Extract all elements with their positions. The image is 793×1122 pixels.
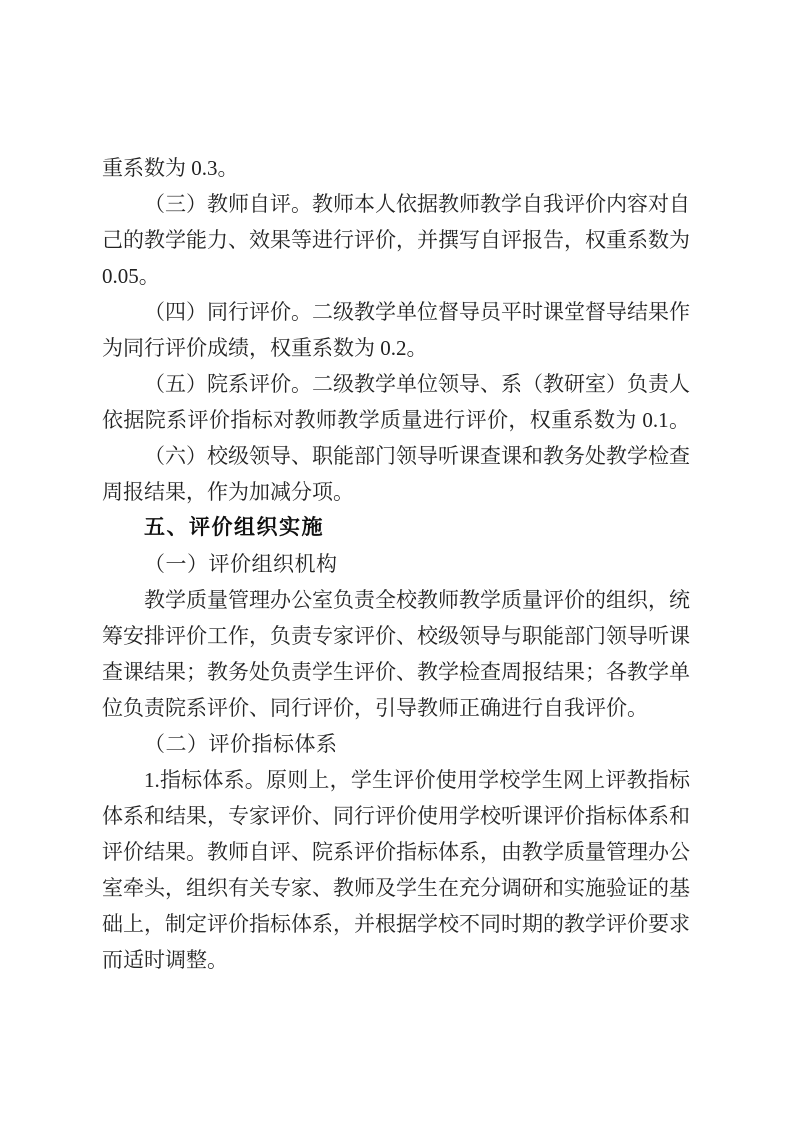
text-run: 筹安排评价工作，负责专家评价、校级领导与职能部门领导听课 bbox=[102, 624, 690, 648]
text-run: 。二级教学单位领导、系（教研室）负责人 bbox=[291, 372, 690, 396]
text-run: 为同行评价成绩，权重系数为 0.2。 bbox=[102, 336, 428, 360]
para-continuation-weight bbox=[102, 150, 690, 186]
para-subheading-1-organization bbox=[102, 546, 690, 582]
body-text-line bbox=[102, 654, 690, 690]
term-run: （五）院系评价 bbox=[144, 372, 291, 396]
term-run: （四）同行评价 bbox=[144, 300, 291, 324]
para-section-heading-5 bbox=[102, 510, 690, 546]
text-run: 教学质量管理办公室负责全校教师教学质量评价的组织，统 bbox=[144, 588, 690, 612]
para-item-6-leadership-checks bbox=[102, 438, 690, 510]
body-text-line bbox=[102, 330, 690, 366]
body-text-line bbox=[102, 402, 690, 438]
body-text-line bbox=[102, 222, 690, 258]
body-text-line bbox=[102, 618, 690, 654]
text-run: 室牵头，组织有关专家、教师及学生在充分调研和实施验证的基 bbox=[102, 876, 690, 900]
text-run: 。二级教学单位督导员平时课堂督导结果作 bbox=[291, 300, 690, 324]
body-text-line bbox=[102, 474, 690, 510]
body-text-line bbox=[102, 438, 690, 474]
text-run: 周报结果，作为加减分项。 bbox=[102, 480, 354, 504]
text-run: 1.指标体系。原则上，学生评价使用学校学生网上评教指标 bbox=[144, 768, 690, 792]
text-run: 0.05。 bbox=[102, 264, 160, 288]
body-text-line bbox=[102, 834, 690, 870]
body-text-line bbox=[102, 150, 690, 186]
body-text-line bbox=[102, 798, 690, 834]
body-text-line bbox=[102, 870, 690, 906]
body-text-line bbox=[102, 690, 690, 726]
text-run: 。教师本人依据教师教学自我评价内容对自 bbox=[291, 192, 690, 216]
term-run: （二）评价指标体系 bbox=[144, 732, 338, 756]
para-indicator-system-body bbox=[102, 762, 690, 978]
para-organization-body bbox=[102, 582, 690, 726]
document-body bbox=[102, 150, 690, 978]
text-run: 位负责院系评价、同行评价，引导教师正确进行自我评价。 bbox=[102, 696, 648, 720]
para-subheading-2-indicator-system bbox=[102, 726, 690, 762]
text-run: 重系数为 0.3。 bbox=[102, 156, 239, 180]
body-text-line bbox=[102, 186, 690, 222]
para-item-4-peer-evaluation bbox=[102, 294, 690, 366]
text-run: 评价结果。教师自评、院系评价指标体系，由教学质量管理办公 bbox=[102, 840, 690, 864]
body-text-line bbox=[102, 366, 690, 402]
body-text-line bbox=[102, 258, 690, 294]
text-run: （六）校级领导、职能部门领导听课查课和教务处教学检查 bbox=[144, 444, 690, 468]
text-run: 础上，制定评价指标体系，并根据学校不同时期的教学评价要求 bbox=[102, 912, 690, 936]
subheading-line bbox=[102, 546, 690, 582]
text-run: 五、评价组织实施 bbox=[144, 516, 324, 539]
text-run: 而适时调整。 bbox=[102, 948, 228, 972]
para-item-3-teacher-self-evaluation bbox=[102, 186, 690, 294]
text-run: 查课结果；教务处负责学生评价、教学检查周报结果；各教学单 bbox=[102, 660, 690, 684]
text-run: 依据院系评价指标对教师教学质量进行评价，权重系数为 0.1。 bbox=[102, 408, 690, 432]
term-run: （一）评价组织机构 bbox=[144, 552, 338, 576]
body-text-line bbox=[102, 942, 690, 978]
body-text-line bbox=[102, 582, 690, 618]
term-run: （三）教师自评 bbox=[144, 192, 291, 216]
body-text-line bbox=[102, 294, 690, 330]
text-run: 体系和结果，专家评价、同行评价使用学校听课评价指标体系和 bbox=[102, 804, 690, 828]
subheading-line bbox=[102, 726, 690, 762]
body-text-line bbox=[102, 762, 690, 798]
text-run: 己的教学能力、效果等进行评价，并撰写自评报告，权重系数为 bbox=[102, 228, 690, 252]
section-heading-line bbox=[102, 510, 690, 546]
para-item-5-department-evaluation bbox=[102, 366, 690, 438]
body-text-line bbox=[102, 906, 690, 942]
